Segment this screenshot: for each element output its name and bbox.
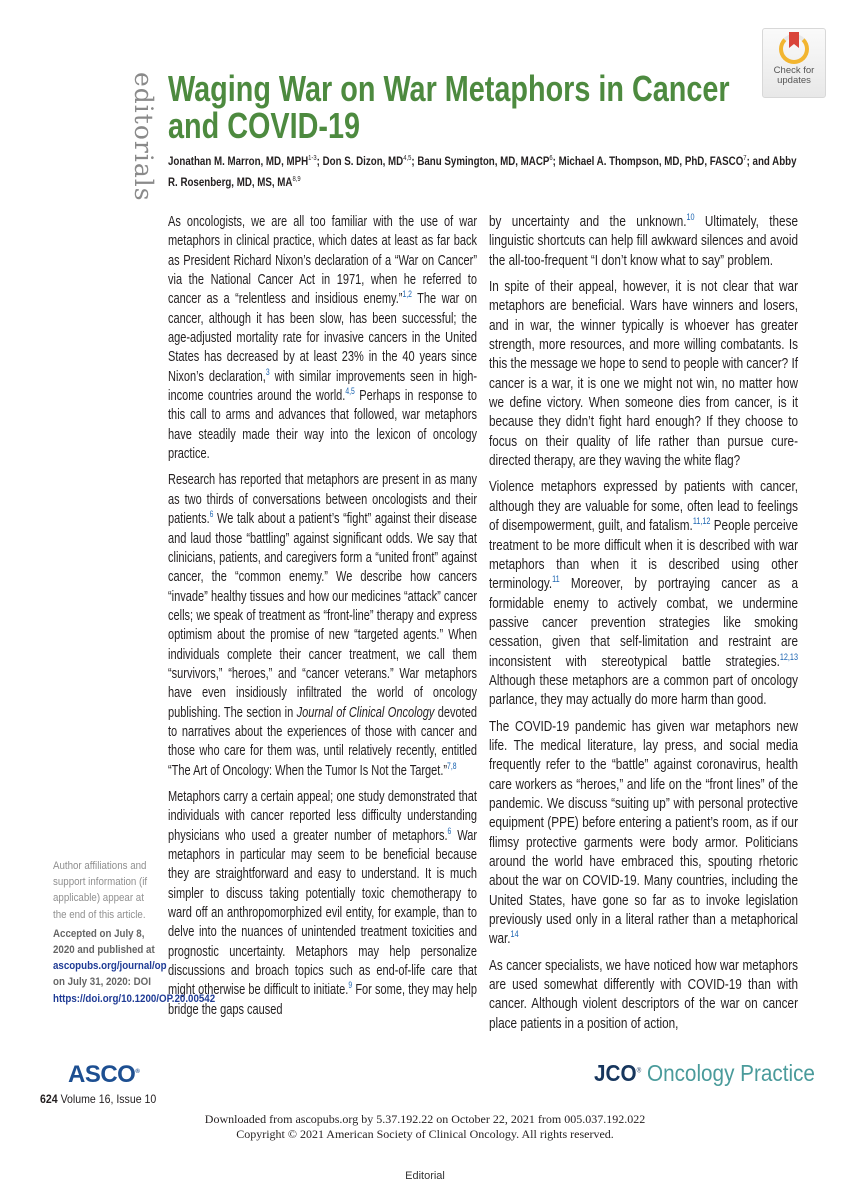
citation-ref[interactable]: 12,13 [779,651,798,662]
citation-ref[interactable]: 11,12 [692,516,711,527]
author-separator: ; [552,154,559,168]
affiliations-note: Author affiliations and support information (if applicable) appear at the end of this article. [53,860,148,921]
paragraph [489,213,798,271]
download-notice [0,1112,850,1142]
author-affiliation-ref: 1-3 [308,155,317,162]
text-run: The war on cancer, although it has been slow, has been successful; the age-adjusted mortality rate for invasive cancers in the United States has decreased by at least 23% in the 40 years since Nixon’s declaration, [168,291,478,385]
paragraph [489,957,798,1034]
citation-ref[interactable]: 6 [209,509,214,520]
author-separator: ; and [746,154,773,168]
text-run: For some, they may help bridge the gaps caused [168,982,477,1018]
italic-text: Journal of Clinical Oncology [296,704,435,721]
copyright-line: Copyright © 2021 American Society of Clinical Oncology. All rights reserved. [236,1127,614,1141]
badge-line-1: Check for [773,65,815,76]
text-run: As oncologists, we are all too familiar with the use of war metaphors in clinical practice, which dates at least as far back as President Richard Nixon’s declaration of a “War on Cancer” via the National Cancer Act in 1971, when he referred to cancer as a “relentless and insidious enemy.” [168,214,477,308]
jco-oncology-practice-logo: JCO® Oncology Practice [594,1060,815,1086]
article-title: Waging War on War Metaphors in Cancer and COVID-19 [168,68,730,146]
page-info [40,1092,156,1106]
author-affiliation-ref: 6 [549,155,553,162]
citation-ref[interactable]: 11 [552,574,560,585]
download-line: Downloaded from ascopubs.org by 5.37.192.22 on October 22, 2021 from 005.037.192.022 [204,1112,646,1126]
citation-ref[interactable]: 6 [447,825,452,836]
citation-ref[interactable]: 9 [348,980,353,991]
text-run: People perceive treatment to be more difficult when it is described with war metaphors than when it is described using other terminology. [489,518,798,593]
author-name: Banu Symington, MD, MACP [417,154,550,168]
citation-ref[interactable]: 4,5 [345,386,355,397]
text-run: by uncertainty and the unknown. [489,214,687,230]
text-run: devoted to narratives about the experiences of those with cancer and those who care for them was, until relatively recently, entitled “The Art of Oncology: When the Tumor Is Not the Target.” [168,704,477,779]
section-label: editorials [129,72,158,202]
publication-info [53,926,216,1007]
text-run: Perhaps in response to this call to arms and advances that followed, war metaphors have steadily made their way into the lexicon of oncology practice. [168,388,477,463]
paragraph [489,478,798,710]
text-run: Ultimately, these linguistic shortcuts can help fill awkward silences and avoid the all-too-frequent “I don’t know what to say” problem. [489,214,798,269]
journal-link[interactable]: ascopubs.org/journal/op [53,960,167,973]
page-number: 624 [40,1092,58,1106]
paragraph [489,278,798,471]
author-affiliation-ref: 8,9 [292,175,301,183]
doi-link[interactable]: https://doi.org/10.1200/OP.20.00542 [53,992,216,1005]
author-affiliation-ref: 4,5 [403,155,412,162]
asco-logo: ASCO® [68,1061,140,1088]
body-column-left [168,213,477,1027]
author-name: Jonathan M. Marron, MD, MPH [168,154,309,168]
check-for-updates-badge[interactable] [762,28,826,98]
paragraph [168,213,477,464]
text-run: with similar improvements seen in high-income countries around the world. [168,368,477,405]
text-run: Metaphors carry a certain appeal; one study demonstrated that individuals with cancer reported less difficulty understanding physicians who used a greater number of metaphors. [168,788,477,844]
author-separator: ; [411,154,418,168]
text-run: The COVID-19 pandemic has given war metaphors new life. The medical literature, lay press, and social media frequently refer to the “battle” against coronavirus, health care workers as “heroes,” and life on the “front lines” of the pandemic. We discuss “suiting up” with personal protective equipment (PPE) before entering a patient’s room, as if our flimsy protective garments were body armor. Politicians around the world have embraced this, spouting rhetoric about the war on COVID-19. Many countries, including the United States, have gone so far as to invoke legislation previously used only in a literal rather than a metaphorical war. [489,718,798,948]
text-run: In spite of their appeal, however, it is not clear that war metaphors are beneficial. Wars have winners and losers, and in war, the winner typically is whoever has greater strength, more resources, and more willing combatants. Is this the message we hope to send to people with cancer? If cancer is a war, it is one we might not win, no matter how we define victory. When someone dies from cancer, is it because they didn’t fight hard enough? If they choose to focus on their quality of life rather than pursue cure-directed therapy, are they waving the white flag? [489,279,798,470]
text-run: War metaphors in particular may seem to be beneficial because they are straightforward and easy to understand. It is much simpler to discuss taking potentially toxic chemotherapy to ward off an anthropomorphized evil entity, for example, than to delve into the nuances of unintended treatment toxicities and prognostic uncertainty. Metaphors may help personalize discussions and broach topics such as end-of-life care that might otherwise be difficult to initiate. [168,827,478,999]
citation-ref[interactable]: 14 [510,929,519,940]
text-run: As cancer specialists, we have noticed how war metaphors are used somewhat differently with COVID-19 than with cancer. Although violent descriptors of the war on cancer place patients in a position of action, [489,957,798,1032]
article-sidebar [53,858,216,1007]
author-affiliation-ref: 7 [743,155,747,162]
citation-ref[interactable]: 10 [686,212,695,223]
volume-issue: Volume 16, Issue 10 [60,1092,157,1106]
citation-ref[interactable]: 3 [265,366,270,377]
body-column-right [489,213,798,1041]
accepted-text: Accepted on July 8, 2020 and published at [53,927,155,957]
author-name: Michael A. Thompson, MD, PhD, FASCO [558,154,744,168]
published-text: on July 31, 2020: DOI [53,976,151,989]
bookmark-check-icon [779,34,809,64]
paragraph [489,718,798,950]
text-run: Research has reported that metaphors are present in as many as two thirds of conversations between oncologists and their patients. [168,472,477,528]
author-name: Abby R. Rosenberg, MD, MS, MA [168,154,797,189]
footer-section-label: Editorial [405,1170,445,1182]
paragraph [168,471,477,781]
citation-ref[interactable]: 7,8 [447,760,457,771]
author-separator: ; [316,154,323,168]
badge-line-2: updates [777,75,811,86]
author-list [168,150,798,192]
text-run: Although these metaphors are a common part of oncology parlance, they may actually do more harm than good. [489,672,798,709]
paragraph [168,788,477,1020]
author-name: Don S. Dizon, MD [322,154,404,168]
text-run: Moreover, by portraying cancer as a formidable enemy to actively combat, we undermine passive cancer prevention strategies like smoking cessation, given that self-limitation and restraint are inconsistent with stereotypical battle strategies. [489,576,798,670]
citation-ref[interactable]: 1,2 [402,289,412,300]
text-run: We talk about a patient’s “fight” against their disease and laud those “battling” against significant odds. We say that clinicians, patients, and caregivers form a “united front” against cancer, the “common enemy.” We describe how cancers “invade” healthy tissues and how our medicines “attack” cancer cells; we speak of treatment as “front-line” therapy and express optimism about the promise of new “targeted agents.” When individuals complete their cancer treatment, we call them “survivors,” “heroes,” and “cancer veterans.” War metaphors have even insidiously infiltrated the world of oncology publishing. The section in [168,511,477,721]
text-run: Violence metaphors expressed by patients with cancer, although they are valuable for some, often lead to feelings of disempowerment, guilt, and fatalism. [489,479,798,535]
